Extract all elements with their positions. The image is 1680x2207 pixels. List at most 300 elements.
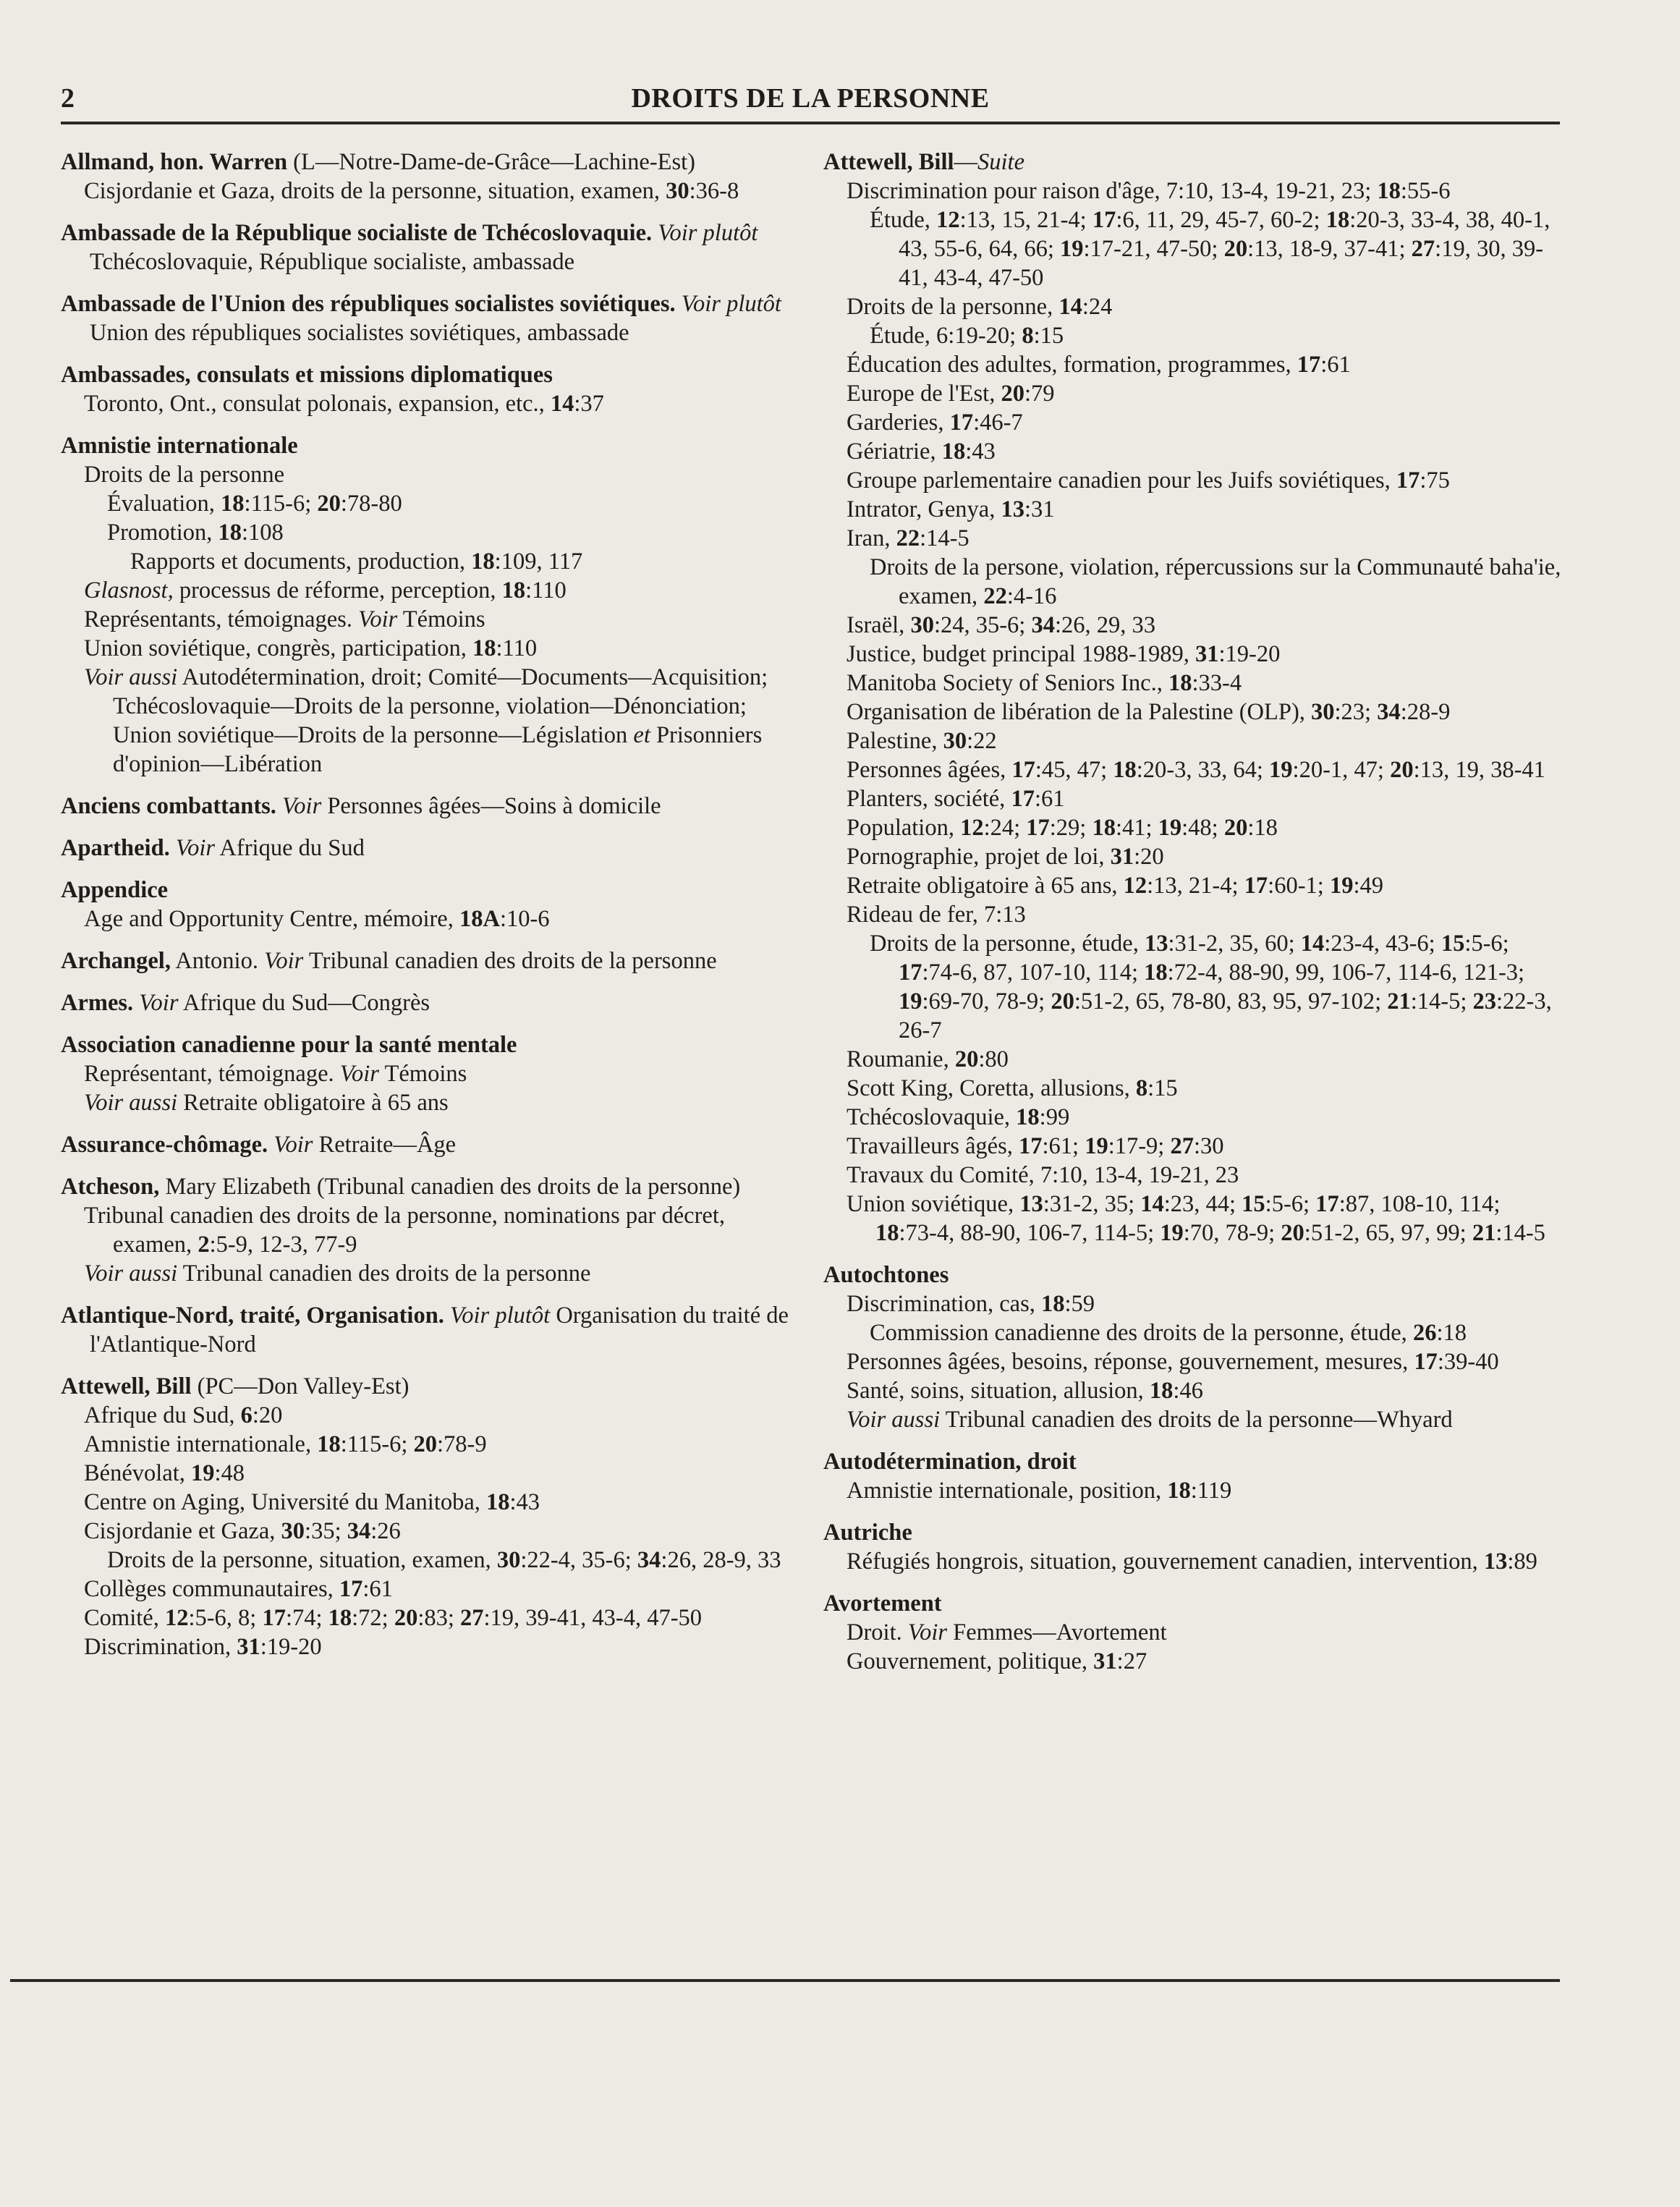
text-segment: Population, [847, 815, 961, 841]
index-heading [61, 1130, 792, 1159]
bold-text: 20 [1223, 236, 1248, 262]
text-segment: :78-9 [437, 1431, 487, 1457]
text-segment: Organisation de libération de la Palestine (OLP), [847, 699, 1312, 725]
index-entry [61, 876, 792, 933]
text-segment: Cisjordanie et Gaza, [84, 1518, 281, 1544]
text-segment: (L—Notre-Dame-de-Grâce—Lachine-Est) [287, 149, 695, 175]
bold-text: 18 [317, 1431, 341, 1457]
text-segment [444, 1302, 450, 1329]
index-subentry [84, 1201, 792, 1259]
italic-text: Voir plutôt [450, 1302, 551, 1329]
index-heading [61, 834, 792, 863]
index-subentry [847, 177, 1561, 206]
italic-text: Suite [977, 149, 1024, 175]
text-segment: :61 [1320, 352, 1351, 378]
bold-text: Ambassades, consulats et missions diplomatiques [61, 362, 553, 388]
italic-text: Voir aussi [84, 1090, 178, 1116]
text-segment: Tribunal canadien des droits de la personne—Whyard [940, 1407, 1453, 1433]
bold-text: 17 [1011, 757, 1035, 783]
bold-text: 20 [1001, 381, 1024, 407]
index-subentry [84, 1517, 792, 1546]
text-segment: Afrique du Sud, [84, 1402, 241, 1428]
index-subentry [84, 663, 792, 779]
text-segment: :110 [496, 635, 538, 661]
bold-text: Atcheson, [61, 1174, 160, 1200]
bold-text: 18 [1144, 960, 1168, 986]
bold-text: 17 [1026, 815, 1050, 841]
bold-text: 18 [221, 491, 245, 517]
index-heading [61, 876, 792, 905]
index-subentry [847, 813, 1561, 842]
italic-text: Voir [139, 990, 179, 1016]
text-segment: Iran, [847, 525, 896, 551]
index-heading [61, 1030, 792, 1059]
text-segment: Amnistie internationale, position, [847, 1478, 1168, 1504]
index-subentry [84, 634, 792, 663]
text-segment: Cisjordanie et Gaza, droits de la personne, situation, examen, [84, 178, 666, 204]
index-column-right [823, 148, 1561, 1689]
text-segment: :74; [285, 1605, 328, 1631]
bold-text: Atlantique-Nord, traité, Organisation. [61, 1302, 444, 1329]
text-segment: :19-20 [1218, 641, 1281, 667]
index-subentry [847, 379, 1561, 408]
text-segment: :87, 108-10, 114; [1339, 1191, 1501, 1217]
text-segment: Discrimination, cas, [847, 1291, 1041, 1317]
index-subentry [84, 905, 792, 933]
bold-text: 30 [910, 612, 934, 638]
text-segment: :22 [967, 728, 997, 754]
text-segment: Rapports et documents, production, [130, 548, 472, 575]
index-subentry [847, 495, 1561, 524]
text-segment: Union soviétique, congrès, participation, [84, 635, 473, 661]
bold-text: Attewell, Bill [61, 1373, 192, 1399]
bold-text: 20 [1223, 815, 1248, 841]
bold-text: 22 [983, 583, 1007, 609]
italic-text: Voir [339, 1061, 379, 1087]
text-segment: Retraite obligatoire à 65 ans, [847, 873, 1124, 899]
bold-text: 27 [460, 1605, 484, 1631]
bold-text: 31 [237, 1634, 260, 1660]
text-segment: :61; [1042, 1133, 1085, 1159]
index-subentry [847, 1045, 1561, 1074]
index-subentry [84, 177, 792, 206]
bold-text: 13 [1144, 931, 1168, 957]
text-segment [276, 793, 282, 819]
index-entry [61, 946, 792, 975]
text-segment [170, 835, 176, 861]
text-segment [676, 291, 682, 317]
text-segment: :72; [352, 1605, 394, 1631]
bold-text: 18 [1149, 1378, 1174, 1404]
bold-text: 21 [1387, 988, 1411, 1014]
bold-text: Appendice [61, 877, 169, 903]
index-subentry [84, 1488, 792, 1517]
index-subentry [847, 1618, 1561, 1647]
index-subentry [84, 1088, 792, 1117]
index-subentry [107, 518, 792, 547]
bold-text: 18 [1325, 207, 1350, 233]
italic-text: Voir [175, 835, 216, 861]
bold-text: 34 [1031, 612, 1055, 638]
bold-text: 31 [1195, 641, 1219, 667]
bold-text: 19 [1269, 757, 1293, 783]
bold-text: 18A [459, 906, 500, 932]
text-segment: :6, 11, 29, 45-7, 60-2; [1116, 207, 1326, 233]
index-subentry [847, 1132, 1561, 1161]
text-segment: :20-3, 33-4, 38, 40-1, 43, 55-6, 64, 66; [899, 207, 1550, 262]
italic-text: Voir [282, 793, 322, 819]
text-segment: :13, 21-4; [1147, 873, 1244, 899]
page-header [61, 75, 1560, 124]
index-entry [61, 1301, 792, 1359]
text-segment: :13, 19, 38-41 [1413, 757, 1545, 783]
text-segment: Tchécoslovaquie, République socialiste, ambassade [90, 249, 575, 275]
bold-text: Autochtones [823, 1262, 949, 1288]
text-segment: :23-4, 43-6; [1324, 931, 1441, 957]
bold-text: 6 [240, 1402, 253, 1428]
index-subentry [847, 900, 1561, 929]
bold-text: 2 [198, 1232, 210, 1258]
bold-text: Association canadienne pour la santé mentale [61, 1032, 517, 1058]
text-segment: :72-4, 88-90, 99, 106-7, 114-6, 121-3; [1167, 960, 1525, 986]
index-entry [823, 1518, 1561, 1576]
text-segment: :26, 29, 33 [1054, 612, 1155, 638]
italic-text: Voir aussi [84, 664, 178, 690]
index-subentry [847, 1647, 1561, 1676]
text-segment: :15 [1147, 1075, 1178, 1101]
index-subentry [847, 755, 1561, 784]
text-segment: Droits de la personne, situation, examen, [107, 1547, 497, 1573]
text-segment: :109, 117 [494, 548, 583, 575]
index-entry [61, 1030, 792, 1117]
bold-text: 18 [328, 1605, 352, 1631]
text-segment: Centre on Aging, Université du Manitoba, [84, 1489, 487, 1515]
index-subentry [84, 389, 792, 418]
italic-text: Voir [907, 1619, 948, 1645]
bold-text: 12 [1123, 873, 1147, 899]
bold-text: Armes. [61, 990, 134, 1016]
index-subentry [847, 1103, 1561, 1132]
bold-text: 19 [1158, 815, 1182, 841]
index-subentry [847, 698, 1561, 727]
bold-text: 34 [1377, 699, 1401, 725]
text-segment: — [954, 149, 978, 175]
bold-text: 21 [1472, 1220, 1496, 1246]
bold-text: 20 [317, 491, 341, 517]
text-segment: :31-2, 35, 60; [1168, 931, 1301, 957]
index-entry [61, 431, 792, 779]
text-segment: Tchécoslovaquie, [847, 1104, 1017, 1130]
text-segment: Toronto, Ont., consulat polonais, expansion, etc., [84, 391, 551, 417]
text-segment: :5-6, 8; [188, 1605, 263, 1631]
text-segment: Age and Opportunity Centre, mémoire, [84, 906, 459, 932]
text-segment: :46 [1173, 1378, 1203, 1404]
text-segment: :51-2, 65, 78-80, 83, 95, 97-102; [1074, 988, 1388, 1014]
bold-text: Archangel, [61, 948, 171, 974]
text-segment: :28-9 [1400, 699, 1451, 725]
index-subentry [847, 1161, 1561, 1190]
index-entry [823, 1261, 1561, 1434]
index-subentry [84, 1575, 792, 1604]
bold-text: 19 [1329, 873, 1354, 899]
text-segment: Afrique du Sud [215, 835, 365, 861]
text-segment: :24 [1082, 294, 1113, 320]
header-rule [61, 122, 1560, 124]
index-subentry [847, 1547, 1561, 1576]
index-subentry [847, 408, 1561, 437]
italic-text: Voir [358, 606, 398, 632]
text-segment: :115-6; [244, 491, 318, 517]
bold-text: 17 [1396, 467, 1420, 493]
index-subentry [847, 1476, 1561, 1505]
index-subentry [870, 206, 1561, 292]
page-title: DROITS DE LA PERSONNE [631, 83, 990, 114]
bold-text: 17 [262, 1605, 286, 1631]
index-subentry [870, 1318, 1561, 1347]
bold-text: 31 [1110, 844, 1134, 870]
index-subentry [847, 466, 1561, 495]
text-segment: :70, 78-9; [1183, 1220, 1281, 1246]
index-entry [61, 792, 792, 821]
text-segment: Union soviétique, [847, 1191, 1020, 1217]
bold-text: 18 [941, 439, 966, 465]
bold-text: 18 [486, 1489, 510, 1515]
text-segment: :29; [1049, 815, 1093, 841]
text-segment: :24; [983, 815, 1027, 841]
bold-text: 17 [1011, 786, 1035, 812]
bold-text: 15 [1242, 1191, 1265, 1217]
bold-text: 18 [1167, 1478, 1191, 1504]
index-column-left [61, 148, 792, 1674]
bold-text: 18 [501, 577, 526, 603]
bold-text: 18 [218, 520, 242, 546]
bold-text: 20 [1051, 988, 1074, 1014]
index-heading [61, 289, 792, 347]
bold-text: 20 [1281, 1220, 1304, 1246]
italic-text: Voir [273, 1132, 313, 1158]
text-segment: :36-8 [689, 178, 739, 204]
bold-text: 17 [1244, 873, 1268, 899]
text-segment: :73-4, 88-90, 106-7, 114-5; [899, 1220, 1161, 1246]
bold-text: 17 [899, 960, 922, 986]
bold-text: 19 [191, 1460, 215, 1486]
text-segment: Représentant, témoignage. [84, 1061, 340, 1087]
text-segment: Mary Elizabeth (Tribunal canadien des droits de la personne) [159, 1174, 741, 1200]
index-subentry [84, 1401, 792, 1430]
text-segment: :4-16 [1006, 583, 1057, 609]
bold-text: 20 [954, 1046, 979, 1072]
text-segment: :74-6, 87, 107-10, 114; [922, 960, 1145, 986]
bold-text: Assurance-chômage. [61, 1132, 268, 1158]
index-heading [61, 988, 792, 1017]
bold-text: Apartheid. [61, 835, 170, 861]
text-segment: Europe de l'Est, [847, 381, 1001, 407]
text-segment: :110 [525, 577, 567, 603]
bold-text: 13 [1019, 1191, 1043, 1217]
bold-text: 17 [1315, 1191, 1339, 1217]
bold-text: 18 [1113, 757, 1137, 783]
bold-text: Attewell, Bill [823, 149, 954, 175]
bold-text: 12 [164, 1605, 189, 1631]
text-segment: :37 [574, 391, 604, 417]
bold-text: 30 [281, 1518, 305, 1544]
bold-text: 12 [960, 815, 984, 841]
index-subentry [847, 1190, 1561, 1247]
bold-text: 23 [1472, 988, 1497, 1014]
text-segment: Étude, [870, 207, 937, 233]
text-segment: :22-3, 26-7 [899, 988, 1552, 1043]
index-subentry [870, 929, 1561, 1045]
text-segment: Tribunal canadien des droits de la personne [177, 1261, 591, 1287]
text-segment: :61 [362, 1576, 393, 1602]
text-segment: :24, 35-6; [933, 612, 1032, 638]
text-segment: :48; [1181, 815, 1224, 841]
bold-text: 8 [1135, 1075, 1148, 1101]
index-entry [61, 1130, 792, 1159]
bold-text: 26 [1412, 1320, 1437, 1346]
bold-text: 19 [899, 988, 922, 1014]
text-segment: Travailleurs âgés, [847, 1133, 1019, 1159]
text-segment: Retraite obligatoire à 65 ans [177, 1090, 449, 1116]
index-entry [61, 988, 792, 1017]
bold-text: 30 [1311, 699, 1335, 725]
text-segment: :59 [1064, 1291, 1095, 1317]
index-subentry [847, 871, 1561, 900]
text-segment: Bénévolat, [84, 1460, 192, 1486]
text-segment: :31-2, 35; [1043, 1191, 1141, 1217]
bold-text: 30 [496, 1547, 521, 1573]
bold-text: 8 [1022, 323, 1034, 349]
text-segment: Israël, [847, 612, 911, 638]
index-entry [823, 148, 1561, 1247]
text-segment: :17-9; [1108, 1133, 1171, 1159]
text-segment: :20 [252, 1402, 283, 1428]
index-subentry [847, 611, 1561, 640]
bold-text: 18 [875, 1220, 899, 1246]
bold-text: 14 [1140, 1191, 1164, 1217]
index-subentry [84, 1604, 792, 1632]
bold-text: 17 [1414, 1349, 1438, 1375]
text-segment: Tribunal canadien des droits de la personne [303, 948, 717, 974]
index-subentry [84, 605, 792, 634]
index-entry [61, 219, 792, 276]
bold-text: 13 [1001, 496, 1024, 522]
index-subentry [847, 1405, 1561, 1434]
index-entry [61, 360, 792, 418]
index-heading [61, 360, 792, 389]
index-subentry [847, 437, 1561, 466]
bold-text: 30 [943, 728, 967, 754]
index-subentry [847, 1376, 1561, 1405]
index-entry [823, 1447, 1561, 1505]
bold-text: 27 [1170, 1133, 1194, 1159]
text-segment: :31 [1024, 496, 1055, 522]
text-segment: :46-7 [973, 410, 1023, 436]
text-segment: Garderies, [847, 410, 950, 436]
index-subentry [84, 1459, 792, 1488]
text-segment: Planters, société, [847, 786, 1011, 812]
text-segment: :20 [1134, 844, 1164, 870]
index-subentry [84, 1632, 792, 1661]
text-segment: :43 [509, 1489, 540, 1515]
text-segment: Personnes âgées, besoins, réponse, gouvernement, mesures, [847, 1349, 1414, 1375]
text-segment: Pornographie, projet de loi, [847, 844, 1111, 870]
text-segment: (PC—Don Valley-Est) [191, 1373, 410, 1399]
text-segment: :75 [1420, 467, 1450, 493]
text-segment: Santé, soins, situation, allusion, [847, 1378, 1150, 1404]
index-heading [61, 219, 792, 276]
text-segment: Roumanie, [847, 1046, 955, 1072]
text-segment: Organisation du traité de l'Atlantique-Nord [90, 1302, 789, 1357]
index-entry [61, 289, 792, 347]
index-heading [61, 792, 792, 821]
bold-text: 34 [347, 1518, 371, 1544]
italic-text: Glasnost, [84, 577, 174, 603]
text-segment: :17-21, 47-50; [1083, 236, 1224, 262]
text-segment: Femmes—Avortement [947, 1619, 1167, 1645]
text-segment: Intrator, Genya, [847, 496, 1001, 522]
text-segment: :60-1; [1268, 873, 1330, 899]
text-segment: Retraite—Âge [313, 1132, 457, 1158]
bold-text: 20 [1390, 757, 1414, 783]
text-segment: Tribunal canadien des droits de la personne, nominations par décret, examen, [84, 1203, 725, 1258]
text-segment: Collèges communautaires, [84, 1576, 339, 1602]
text-segment: :48 [214, 1460, 245, 1486]
text-segment: :30 [1193, 1133, 1224, 1159]
footer-rule [10, 1979, 1560, 1982]
text-segment: :115-6; [340, 1431, 414, 1457]
text-segment: :80 [978, 1046, 1009, 1072]
text-segment: Justice, budget principal 1988-1989, [847, 641, 1195, 667]
bold-text: Anciens combattants. [61, 793, 276, 819]
bold-text: 18 [471, 548, 495, 575]
text-segment: Droits de la persone, violation, répercussions sur la Communauté baha'ie, examen, [870, 554, 1561, 609]
index-subentry [84, 1430, 792, 1459]
bold-text: 22 [896, 525, 920, 551]
italic-text: Voir aussi [847, 1407, 941, 1433]
bold-text: Ambassade de l'Union des républiques socialistes soviétiques. [61, 291, 676, 317]
text-segment: :69-70, 78-9; [922, 988, 1051, 1014]
bold-text: 13 [1483, 1549, 1508, 1575]
bold-text: 20 [394, 1605, 418, 1631]
bold-text: 19 [1059, 236, 1084, 262]
text-segment: :119 [1190, 1478, 1232, 1504]
text-segment: Groupe parlementaire canadien pour les Juifs soviétiques, [847, 467, 1396, 493]
bold-text: 14 [550, 391, 574, 417]
text-segment: Témoins [378, 1061, 467, 1087]
text-segment: :27 [1116, 1648, 1147, 1674]
text-segment: :20-3, 33, 64; [1136, 757, 1270, 783]
text-segment: processus de réforme, perception, [173, 577, 502, 603]
index-entry [61, 1372, 792, 1661]
index-subentry [107, 1546, 792, 1575]
index-subentry [130, 547, 792, 576]
text-segment: :79 [1024, 381, 1055, 407]
index-entry [823, 1589, 1561, 1676]
index-heading [823, 1447, 1561, 1476]
bold-text: 27 [1411, 236, 1435, 262]
index-subentry [847, 350, 1561, 379]
italic-text: Voir [264, 948, 304, 974]
bold-text: Allmand, hon. Warren [61, 149, 288, 175]
text-segment: :33-4 [1192, 670, 1242, 696]
text-segment: Droits de la personne [84, 462, 285, 488]
index-entry [61, 1172, 792, 1288]
text-segment: :14-5 [920, 525, 970, 551]
text-segment: Rideau de fer, 7:13 [847, 902, 1026, 928]
text-segment: :19, 30, 39-41, 43-4, 47-50 [899, 236, 1544, 291]
text-segment: Manitoba Society of Seniors Inc., [847, 670, 1168, 696]
